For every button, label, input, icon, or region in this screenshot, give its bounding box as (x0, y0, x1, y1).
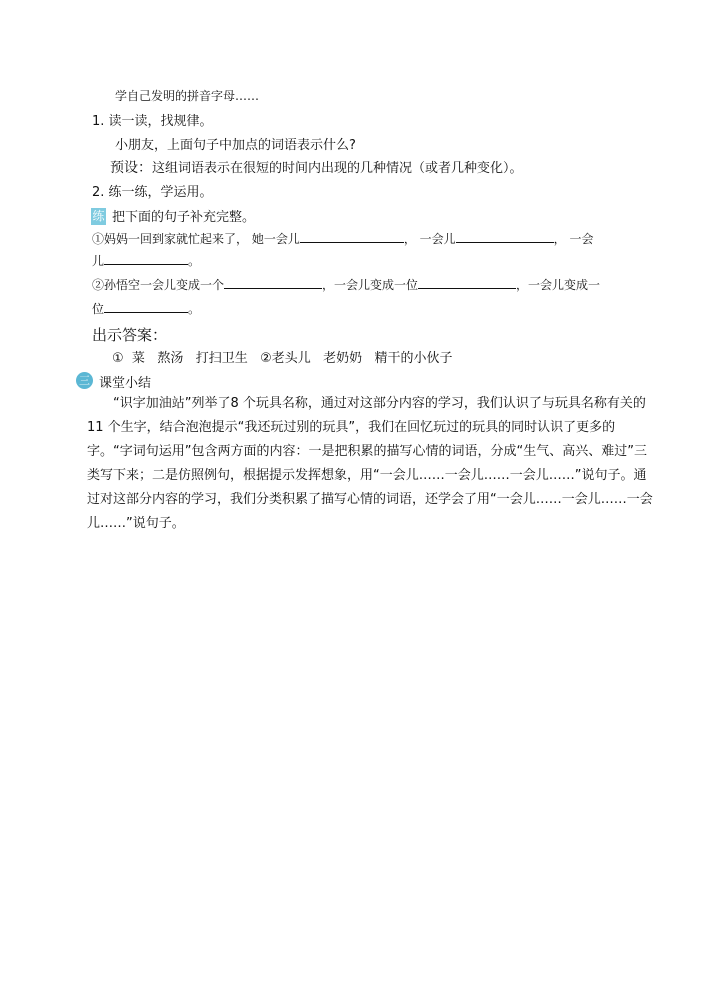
item-1-heading: 1. 读一读，找规律。 (92, 114, 213, 129)
exercise-instruction: 把下面的句子补充完整。 (112, 210, 256, 225)
sentence-2-line-2 (92, 300, 200, 317)
sentence-2-end: 。 (188, 302, 201, 316)
item-2-heading: 2. 练一练，学运用。 (92, 185, 213, 200)
sentence-2-text-c: ，一会儿变成一 (516, 278, 601, 292)
section-number-badge: 三 (76, 372, 93, 389)
preset-label: 预设： (110, 160, 152, 176)
sentence-2-text-b: ，一会儿变成一位 (322, 278, 419, 292)
sentence-1-text-c: ， 一会 (553, 232, 594, 246)
exercise-instruction-row (91, 206, 255, 225)
summary-paragraph: “识字加油站”列举了8 个玩具名称，通过对这部分内容的学习，我们认识了与玩具名称有关的11 个生字，结合泡泡提示“我还玩过别的玩具”，我们在回忆玩过的玩具的同时认识了更多的字。“字词句运用”包含两方面的内容：一是把积累的描写心情的词语，分成“生气、高兴、难过”三类写下来；二是仿照例句，根据提示发挥想象，用“一会儿……一会儿……一会儿……”说句子。通过对这部分内容的学习，我们分类积累了描写心情的词语，还学会了用“一会儿……一会儿……一会儿……”说句子。 (87, 396, 653, 531)
answer-blank-1[interactable] (300, 230, 404, 243)
sentence-2-text-d: 位 (92, 302, 105, 316)
sentence-2-line-1 (92, 276, 600, 293)
answers-title: 出示答案： (92, 326, 168, 344)
sentence-1-text-b: ， 一会儿 (403, 232, 456, 246)
sentence-1-end: 。 (188, 254, 201, 268)
answer-blank-2[interactable] (456, 230, 554, 243)
summary-heading: 课堂小结 (99, 376, 152, 391)
answers-list: ① 菜 熬汤 打扫卫生 ②老头儿 老奶奶 精干的小伙子 (112, 351, 453, 366)
preset-text: 这组词语表示在很短的时间内出现的几种情况（或者几种变化）。 (152, 161, 523, 176)
answer-blank-6[interactable] (104, 300, 188, 313)
sentence-1-line-1 (92, 230, 593, 247)
answer-blank-4[interactable] (224, 276, 322, 289)
preset-line (110, 157, 523, 177)
question-text: 小朋友，上面句子中加点的词语表示什么? (115, 138, 356, 153)
sentence-1-line-2 (92, 252, 200, 269)
sentence-2-text-a: ②孙悟空一会儿变成一个 (92, 278, 225, 292)
answer-blank-5[interactable] (418, 276, 516, 289)
answer-blank-3[interactable] (104, 252, 188, 265)
practice-icon: 练 (92, 209, 105, 223)
top-line: 学自己发明的拼音字母…… (115, 89, 260, 103)
sentence-1-text-d: 儿 (92, 254, 105, 268)
sentence-1-text-a: ①妈妈一回到家就忙起来了， 她一会儿 (92, 232, 300, 246)
